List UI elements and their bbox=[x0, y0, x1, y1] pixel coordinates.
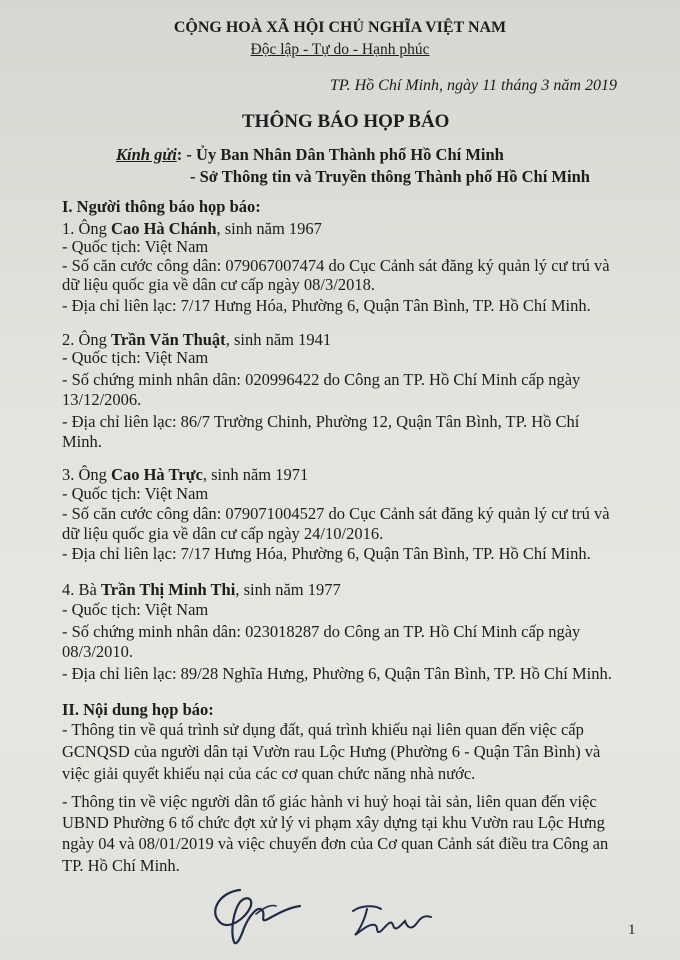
section-1-heading: I. Người thông báo họp báo: bbox=[62, 197, 261, 216]
recipient-2: - Sở Thông tin và Truyền thông Thành phố Hồ Chí Minh bbox=[190, 167, 590, 186]
person-1-nationality: - Quốc tịch: Việt Nam bbox=[62, 237, 209, 256]
section-2-heading: II. Nội dung họp báo: bbox=[62, 700, 214, 719]
person-3-id-line-1: - Số căn cước công dân: 079071004527 do Cục Cảnh sát đăng ký quản lý cư trú và bbox=[62, 504, 610, 523]
person-2-nationality: - Quốc tịch: Việt Nam bbox=[62, 348, 209, 367]
document-title: THÔNG BÁO HỌP BÁO bbox=[242, 111, 450, 132]
person-1-name-line: 1. Ông Cao Hà Chánh, sinh năm 1967 bbox=[62, 219, 322, 238]
person-3-name-line: 3. Ông Cao Hà Trực, sinh năm 1971 bbox=[62, 465, 309, 484]
person-3-id-line-2: dữ liệu quốc gia về dân cư cấp ngày 24/10/2016. bbox=[62, 524, 384, 543]
person-2-name-line: 2. Ông Trần Văn Thuật, sinh năm 1941 bbox=[62, 330, 332, 349]
person-3-nationality: - Quốc tịch: Việt Nam bbox=[62, 484, 209, 503]
content-para-1-line-2: GCNQSD của người dân tại Vườn rau Lộc Hưng (Phường 6 - Quận Tân Bình) và bbox=[62, 742, 601, 761]
person-3-name: Cao Hà Trực bbox=[111, 465, 203, 484]
content-para-2-line-4: TP. Hồ Chí Minh. bbox=[62, 856, 180, 875]
recipient-line-1: Kính gửi: - Ủy Ban Nhân Dân Thành phố Hồ Chí Minh bbox=[116, 145, 504, 164]
person-4-id-line-2: 08/3/2010. bbox=[62, 642, 134, 661]
content-para-2-line-2: UBND Phường 6 tổ chức đợt xử lý vi phạm xây dựng tại khu Vườn rau Lộc Hưng bbox=[62, 813, 605, 832]
date-line: TP. Hồ Chí Minh, ngày 11 tháng 3 năm 2019 bbox=[330, 77, 617, 94]
person-1-address: - Địa chỉ liên lạc: 7/17 Hưng Hóa, Phường 6, Quận Tân Bình, TP. Hồ Chí Minh. bbox=[62, 296, 591, 315]
person-1-name: Cao Hà Chánh bbox=[111, 219, 217, 238]
person-4-nationality: - Quốc tịch: Việt Nam bbox=[62, 600, 209, 619]
person-1-id-line-1: - Số căn cước công dân: 079067007474 do Cục Cảnh sát đăng ký quản lý cư trú và bbox=[62, 256, 610, 275]
person-3-address: - Địa chỉ liên lạc: 7/17 Hưng Hóa, Phường 6, Quận Tân Bình, TP. Hồ Chí Minh. bbox=[62, 544, 591, 563]
content-para-2-line-1: - Thông tin về việc người dân tố giác hành vi huỷ hoại tài sản, liên quan đến việc bbox=[62, 792, 597, 811]
person-4-name: Trần Thị Minh Thi bbox=[100, 580, 236, 599]
person-2-name: Trần Văn Thuật bbox=[111, 330, 226, 349]
person-2-id-line-1: - Số chứng minh nhân dân: 020996422 do Công an TP. Hồ Chí Minh cấp ngày bbox=[62, 370, 581, 389]
person-2-address-line-2: Minh. bbox=[62, 432, 102, 451]
recipient-label: Kính gửi bbox=[116, 145, 177, 164]
recipient-1: - Ủy Ban Nhân Dân Thành phố Hồ Chí Minh bbox=[186, 145, 504, 164]
content-para-2-line-3: ngày 04 và 08/01/2019 và việc chuyển đơn của Cơ quan Cảnh sát điều tra Công an bbox=[62, 834, 609, 853]
content-para-1-line-1: - Thông tin về quá trình sử dụng đất, quá trình khiếu nại liên quan đến việc cấp bbox=[62, 720, 584, 739]
person-1-id-line-2: dữ liệu quốc gia về dân cư cấp ngày 08/3/2018. bbox=[62, 275, 375, 294]
person-4-name-line: 4. Bà Trần Thị Minh Thi, sinh năm 1977 bbox=[62, 580, 341, 599]
person-2-address-line-1: - Địa chỉ liên lạc: 86/7 Trường Chinh, Phường 12, Quận Tân Bình, TP. Hồ Chí bbox=[62, 412, 580, 431]
signature-2 bbox=[345, 895, 445, 945]
person-4-id-line-1: - Số chứng minh nhân dân: 023018287 do Công an TP. Hồ Chí Minh cấp ngày bbox=[62, 622, 581, 641]
signature-1 bbox=[200, 880, 310, 950]
country-name: CỘNG HOÀ XÃ HỘI CHỦ NGHĨA VIỆT NAM bbox=[173, 19, 507, 36]
content-para-1-line-3: việc giải quyết khiếu nại của các cơ quan chức năng nhà nước. bbox=[62, 764, 476, 783]
page-number: 1 bbox=[628, 922, 636, 938]
person-2-id-line-2: 13/12/2006. bbox=[62, 390, 142, 409]
person-4-address: - Địa chỉ liên lạc: 89/28 Nghĩa Hưng, Phường 6, Quận Tân Bình, TP. Hồ Chí Minh. bbox=[62, 664, 612, 683]
motto: Độc lập - Tự do - Hạnh phúc bbox=[250, 41, 430, 58]
